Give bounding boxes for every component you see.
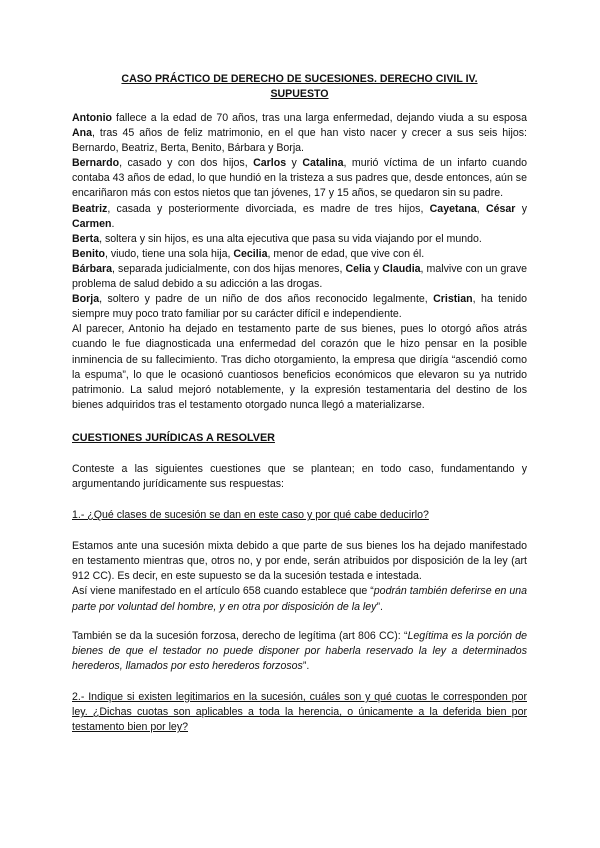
name-cesar: César [485, 202, 516, 215]
text-span: , soltero y padre de un niño de dos años reconocido legalmente, [99, 293, 434, 306]
paragraph-beatriz [72, 202, 527, 232]
name-catalina: Catalina [302, 157, 344, 170]
text-span: ”. [376, 600, 383, 613]
text-span: , menor de edad, que vive con él. [267, 247, 425, 260]
name-ana: Ana [72, 127, 93, 140]
name-bernardo: Bernardo [72, 157, 120, 170]
intro-paragraph: Conteste a las siguientes cuestiones que se plantean; en todo caso, fundamentando y argumentando jurídicamente sus respuestas: [72, 462, 527, 490]
paragraph-benito [72, 247, 527, 262]
name-claudia: Claudia [382, 262, 421, 275]
answer-1-paragraph-2 [72, 584, 527, 614]
answer-1-paragraph-3 [72, 629, 527, 674]
paragraph-borja [72, 292, 527, 322]
name-borja: Borja [72, 293, 100, 306]
name-antonio: Antonio [72, 112, 113, 124]
text-span: También se da la sucesión forzosa, derecho de legítima (art 806 CC): “ [72, 629, 408, 642]
text-span: , ha tenido siempre muy poco trato familiar por su carácter difícil e independiente. [72, 293, 527, 321]
name-celia: Celia [345, 262, 371, 275]
name-cecilia: Cecilia [233, 247, 268, 260]
text-span: y [370, 262, 383, 275]
name-beatriz: Beatriz [72, 202, 108, 215]
title-line-2: SUPUESTO [270, 88, 329, 100]
text-span: fallece a la edad de 70 años, tras una larga enfermedad, dejando viuda a su esposa [112, 112, 527, 124]
text-span: , casado y con dos hijos, [119, 157, 254, 170]
text-span: , tras 45 años de feliz matrimonio, en el que han visto nacer y crecer a sus seis hijos: Bernardo, Beatriz, Berta, Benito, Bárbara y Borja. [72, 127, 527, 155]
paragraph-testament: Al parecer, Antonio ha dejado en testamento parte de sus bienes, pues lo otorgó años atrás cuando le fue diagnosticada una enfermedad del corazón que le hizo pensar en la posible inminencia de su fallecimiento. Tras dicho otorgamiento, la empresa que dirigía “ascendió como la espuma”, lo que le ocasionó cuantiosos beneficios económicos que elevaron su ya nutrido patrimonio. La salud mejoró notablemente, y la expresión testamentaria del destino de los bienes adquiridos tras el testamento otorgado nunca llegó a materializarse. [72, 323, 527, 411]
title-line-1: CASO PRÁCTICO DE DERECHO DE SUCESIONES. DERECHO CIVIL IV. [121, 73, 478, 85]
name-cristian: Cristian [433, 293, 473, 306]
name-carlos: Carlos [253, 157, 287, 170]
text-span: ”. [302, 659, 310, 672]
text-span: y [515, 202, 527, 215]
paragraph-bernardo [72, 156, 527, 201]
name-benito: Benito [72, 247, 105, 260]
quote-art-658: podrán también deferirse en una parte por voluntad del hombre, y en otra por disposición de la ley [72, 585, 528, 613]
text-span: , soltera y sin hijos, es una alta ejecutiva que pasa su vida viajando por el mundo. [99, 232, 482, 245]
question-1: 1.- ¿Qué clases de sucesión se dan en este caso y por qué cabe deducirlo? [72, 509, 429, 522]
answer-1-paragraph-1: Estamos ante una sucesión mixta debido a que parte de sus bienes los ha dejado manifestado en testamento mientras que, otros no, y por ende, serán atribuidos por disposición de la ley (art 912 CC). Es decir, en este supuesto se da la sucesión testada e intestada. [72, 540, 527, 583]
paragraph-antonio [72, 111, 527, 156]
paragraph-berta [72, 232, 527, 247]
name-cayetana: Cayetana [429, 202, 477, 215]
text-span: , malvive con un grave problema de salud debido a su adicción a las drogas. [72, 262, 528, 291]
text-span: , casada y posteriormente divorciada, es madre de tres hijos, [107, 202, 430, 215]
paragraph-barbara [72, 262, 527, 292]
name-berta: Berta [72, 232, 100, 245]
text-span: y [286, 157, 303, 170]
text-span: Así viene manifestado en el artículo 658 cuando establece que “ [72, 585, 374, 598]
text-span: , separada judicialmente, con dos hijas menores, [112, 262, 346, 275]
question-2: 2.- Indique si existen legitimarios en la sucesión, cuáles son y qué cuotas le corresponden por ley. ¿Dichas cuotas son aplicables a toda la herencia, o únicamente a la deferida bien por testamento bien por ley? [72, 690, 527, 734]
name-carmen: Carmen [72, 217, 112, 230]
document-title [72, 72, 527, 102]
name-barbara: Bárbara [72, 262, 113, 275]
text-span: , viudo, tiene una sola hija, [104, 247, 234, 260]
section-title: CUESTIONES JURÍDICAS A RESOLVER [72, 431, 275, 444]
quote-art-806: Legítima es la porción de bienes de que el testador no puede disponer por haberla reservado la ley a determinados herederos, llamados por esto herederos forzosos [72, 629, 527, 672]
text-span: , murió víctima de un infarto cuando contaba 43 años de edad, lo que hundió en la tristeza a sus padres que, desde entonces, aún se encariñaron más con estos nietos que tan jóvenes, 17 y 15 años, se quedaron sin su padre. [72, 157, 528, 200]
text-span: . [111, 217, 115, 230]
text-span: , [476, 202, 486, 215]
